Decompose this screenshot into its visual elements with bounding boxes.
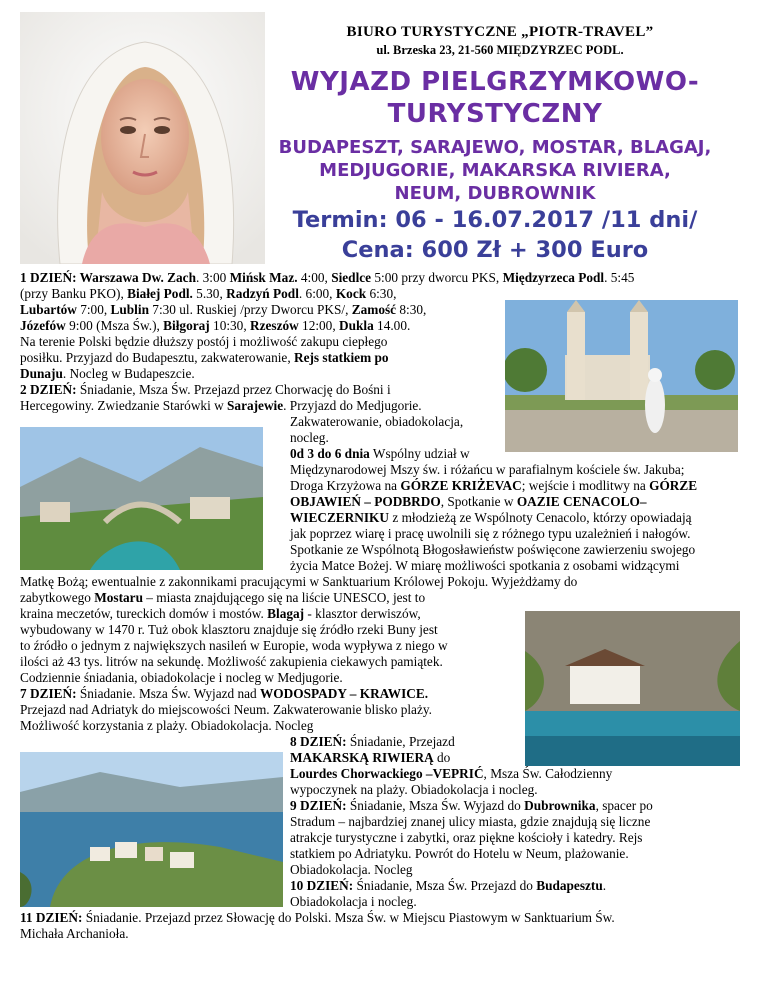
- days3-6-line9: Matkę Bożą; ewentualnie z zakonnikami pracującymi w Sanktuarium Królowej Pokoju. Wyjeżdżamy do: [20, 574, 578, 589]
- neum-image: [20, 752, 283, 907]
- day2-line2: Hercegowiny. Zwiedzanie Starówki w Sarajewie. Przyjazd do Medjugorie.: [20, 398, 422, 413]
- day7-line1: 7 DZIEŃ: Śniadanie. Msza Św. Wyjazd nad WODOSPADY – KRAWICE.: [20, 686, 429, 701]
- day8-line3: Lourdes Chorwackiego –VEPRIĆ, Msza Św. Całodzienny: [290, 766, 613, 781]
- mostar-image: [20, 427, 263, 570]
- days3-6-line5: WIECZERNIKU z młodzieżą ze Wspólnoty Cenacolo, którzy opowiadają: [290, 510, 692, 525]
- trip-price: Cena: 600 Zł + 300 Euro: [341, 237, 649, 263]
- day8-line1: 8 DZIEŃ: Śniadanie, Przejazd: [290, 734, 455, 749]
- day2-line3: Zakwaterowanie, obiadokolacja,: [290, 414, 464, 429]
- day10-line1: 10 DZIEŃ: Śniadanie, Msza Św. Przejazd do Budapesztu.: [290, 878, 607, 893]
- day9-line3: atrakcje turystyczne i zabytki, oraz piękne kościoły i katedry. Rejs: [290, 830, 643, 845]
- days3-6-line14: ilości aż 43 tys. litrów na sekundę. Możliwość zakupienia ciekawych pamiątek.: [20, 654, 443, 669]
- day1-line6: posiłku. Przyjazd do Budapesztu, zakwaterowanie, Rejs statkiem po: [20, 350, 389, 365]
- destinations-line1: BUDAPESZT, SARAJEWO, MOSTAR, BLAGAJ,: [278, 137, 712, 158]
- day9-line4: statkiem po Adriatyku. Powrót do Hotelu w Neum, plażowanie.: [290, 846, 629, 861]
- day2-line1: 2 DZIEŃ: Śniadanie, Msza Św. Przejazd przez Chorwację do Bośni i: [20, 382, 391, 397]
- day8-line2: MAKARSKĄ RIWIERĄ do: [290, 750, 451, 765]
- trip-title-line1: WYJAZD PIELGRZYMKOWO-: [290, 67, 700, 97]
- day1-line5: Na terenie Polski będzie dłuższy postój i możliwość zakupu ciepłego: [20, 334, 388, 349]
- days3-6-line13: to źródło o jednym z największych nasileń w Europie, woda wypływa z niego w: [20, 638, 448, 653]
- day1-line7: Dunaju. Nocleg w Budapeszcie.: [20, 366, 195, 381]
- days3-6-line15: Codziennie śniadania, obiadokolacje i nocleg w Medjugorie.: [20, 670, 343, 685]
- day9-line2: Stradum – najbardziej znanej ulicy miasta, gdzie znajdują się liczne: [290, 814, 651, 829]
- day1-line4: Józefów 9:00 (Msza Św.), Biłgoraj 10:30, Rzeszów 12:00, Dukla 14.00.: [20, 318, 411, 333]
- days3-6-line8: życia Matce Bożej. W miarę możliwości spotkania z osobami widzącymi: [290, 558, 680, 573]
- day1-line2: (przy Banku PKO), Białej Podl. 5.30, Radzyń Podl. 6:00, Kock 6:30,: [20, 286, 397, 301]
- days3-6-line1: 0d 3 do 6 dnia Wspólny udział w: [290, 446, 470, 461]
- days3-6-line2: Międzynarodowej Mszy św. i różańcu w parafialnym kościele św. Jakuba;: [290, 462, 685, 477]
- days3-6-line12: wybudowany w 1470 r. Tuż obok klasztoru znajduje się źródło rzeki Buny jest: [20, 622, 438, 637]
- days3-6-line7: Spotkanie ze Wspólnotą Błogosławieństw poświęcone zawierzeniu swojego: [290, 542, 696, 557]
- days3-6-line6: jak poprzez wiarę i pracę uwolnili się z różnego typu uzależnień i nałogów.: [290, 526, 691, 541]
- day11-line1: 11 DZIEŃ: Śniadanie. Przejazd przez Słowację do Polski. Msza Św. w Miejscu Piastowym w Sanktuarium Św.: [20, 910, 615, 925]
- day11-line2: Michała Archanioła.: [20, 926, 129, 941]
- blagaj-image: [525, 611, 740, 766]
- days3-6-line10: zabytkowego Mostaru – miasta znajdującego się na liście UNESCO, jest to: [20, 590, 426, 605]
- church-image: [505, 300, 738, 452]
- day10-line2: Obiadokolacja i nocleg.: [290, 894, 417, 909]
- day1-line1: 1 DZIEŃ: Warszawa Dw. Zach. 3:00 Mińsk Maz. 4:00, Siedlce 5:00 przy dworcu PKS, Międzyrzeca Podl. 5:45: [20, 270, 635, 285]
- destinations-line2: MEDJUGORIE, MAKARSKA RIVIERA,: [319, 160, 671, 181]
- madonna-image: [20, 12, 265, 264]
- day9-line1: 9 DZIEŃ: Śniadanie, Msza Św. Wyjazd do Dubrownika, spacer po: [290, 798, 653, 813]
- agency-name: BIURO TURYSTYCZNE „PIOTR-TRAVEL”: [346, 24, 654, 40]
- day7-line2: Przejazd nad Adriatyk do miejscowości Neum. Zakwaterowanie blisko plaży.: [20, 702, 432, 717]
- day2-line4: nocleg.: [290, 430, 329, 445]
- agency-address: ul. Brzeska 23, 21-560 MIĘDZYRZEC PODL.: [376, 43, 624, 57]
- day9-line5: Obiadokolacja. Nocleg: [290, 862, 413, 877]
- trip-dates: Termin: 06 - 16.07.2017 /11 dni/: [292, 207, 698, 233]
- days3-6-line3: Droga Krzyżowa na GÓRZE KRIŻEVAC; wejście i modlitwy na GÓRZE: [290, 478, 698, 493]
- day8-line4: wypoczynek na plaży. Obiadokolacja i nocleg.: [290, 782, 538, 797]
- days3-6-line4: OBJAWIEŃ – PODBRDO, Spotkanie w OAZIE CENACOLO–: [290, 494, 647, 509]
- day1-line3: Lubartów 7:00, Lublin 7:30 ul. Ruskiej /przy Dworcu PKS/, Zamość 8:30,: [20, 302, 427, 317]
- destinations-line3: NEUM, DUBROWNIK: [394, 183, 596, 204]
- days3-6-line11: kraina meczetów, tureckich domów i mostów. Blagaj - klasztor derwiszów,: [20, 606, 421, 621]
- day7-line3: Możliwość korzystania z plaży. Obiadokolacja. Nocleg: [20, 718, 314, 733]
- trip-title-line2: TURYSTYCZNY: [387, 99, 603, 129]
